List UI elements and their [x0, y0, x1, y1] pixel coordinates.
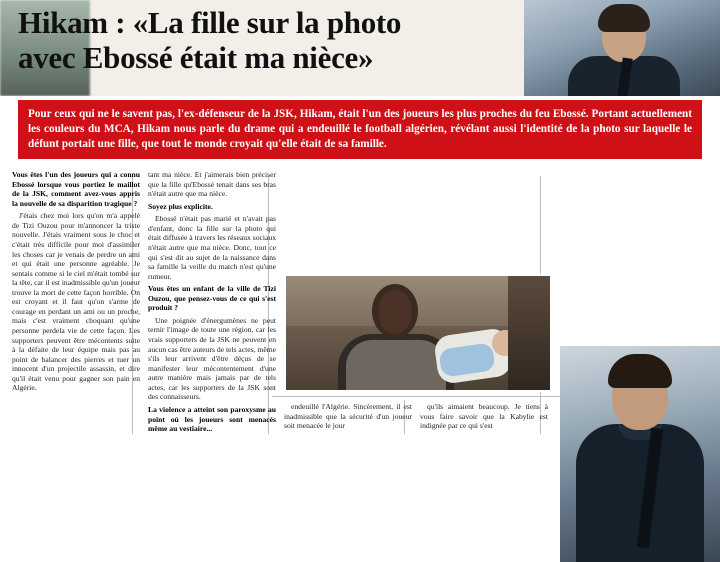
side-player-photo [560, 346, 720, 562]
header-band [0, 0, 720, 96]
interview-question-1: Vous êtes l'un des joueurs qui a connu Ebossé lorsque vous portiez le maillot de la JSK, comment avez-vous appris la nouvelle de sa disparition tragique ? [12, 170, 140, 208]
article-photo-man-shirt [346, 340, 446, 392]
paragraph-continuation: tant ma nièce. Et j'aimerais bien préciser que la fille qu'Ebossé tenait dans ses bras n'était autre que ma nièce. [148, 170, 276, 199]
bottom-paragraph-2: qu'ils aimaient beaucoup. Je tiens à vous faire savoir que la Kabylie est indignée par ce qui s'est [420, 402, 548, 431]
text-column-1 [12, 170, 140, 438]
interview-answer-2: Ebossé n'était pas marié et n'avait pas d'enfant, donc la fille sur la photo qui était diffusée à travers les réseaux sociaux n'était autre que ma nièce. Donc, tout ce qui s'est dit au sujet de la naissance dans sa famille la veille du match n'est qu'une rumeur. [148, 214, 276, 281]
interview-answer-1: J'étais chez moi lors qu'on m'a appelé de Tizi Ouzou pour m'annoncer la triste nouvelle. J'étais vraiment sous le choc et c'était très difficile pour moi d'assimiler les choses car je venais de perdre un ami et qui était une personne agréable. Je sentais comme si le ciel m'était tombé sur la tête, car il est inadmissible qu'un joueur trouve la mort de cette façon horrible. On est croyant et il faut qu'on s'arme de courage en perdant un ami ou un proche, mais c'est vraiment choquant qu'une personne perdela vie de cette façon. Les supporters peuvent être mécontents suite à la défaite de leur équipe mais pas au point de balancer des pierres et tuer un innocent d'un projectile assassin, et dire qu'il était venu pour gagner son pain en Algérie. [12, 211, 140, 393]
article-photo [284, 274, 552, 392]
article-photo-man-face [378, 290, 412, 334]
lead-paragraph-banner: Pour ceux qui ne le savent pas, l'ex-défenseur de la JSK, Hikam, était l'un des joueurs les plus proches du feu Ebossé. Portant actuellement les couleurs du MCA, Hikam nous parle du drame qui a endeuillé le football algérien, révélant aussi l'identité de la photo sur laquelle le défunt portait une fille, que tout le monde croyait qu'elle était de sa famille. [18, 100, 702, 159]
interview-question-2: Soyez plus explicite. [148, 201, 213, 211]
text-column-4-bottom [420, 402, 548, 431]
headline-line-2: avec Ebossé était ma nièce» [18, 39, 374, 75]
header-photo-hair [598, 4, 650, 32]
interview-question-3: Vous êtes un enfant de la ville de Tizi Ouzou, que pensez-vous de ce qui s'est produit ? [148, 284, 276, 313]
article-photo-right-edge [508, 276, 550, 392]
interview-question-4: La violence a atteint son paroxysme au point où les joueurs sont menacés même au vestiaire... [148, 404, 276, 434]
bottom-paragraph-1: endeuillé l'Algérie. Sincèrement, il est inadmissible que la sécurité d'un joueur soit menacée le jour [284, 402, 412, 431]
interview-answer-3: Une poignée d'énergumènes ne peut ternir l'image de toute une région, car les vrais supporters de la JSK ne peuvent en aucun cas être auteurs de tels actes, même s'ils leur arrivent d'être déçus de se manifester leur mécontentement d'une autre manière mais jamais par de tels actes, car les supporters de la JSK sont des connaisseurs. [148, 315, 276, 402]
header-player-photo [524, 0, 720, 96]
headline-line-1: Hikam : «La fille sur la photo [18, 5, 402, 40]
side-photo-hair [608, 354, 672, 388]
text-column-2 [148, 170, 276, 438]
page-title [18, 6, 538, 75]
article-body [12, 170, 712, 438]
text-column-3-bottom [284, 402, 412, 431]
